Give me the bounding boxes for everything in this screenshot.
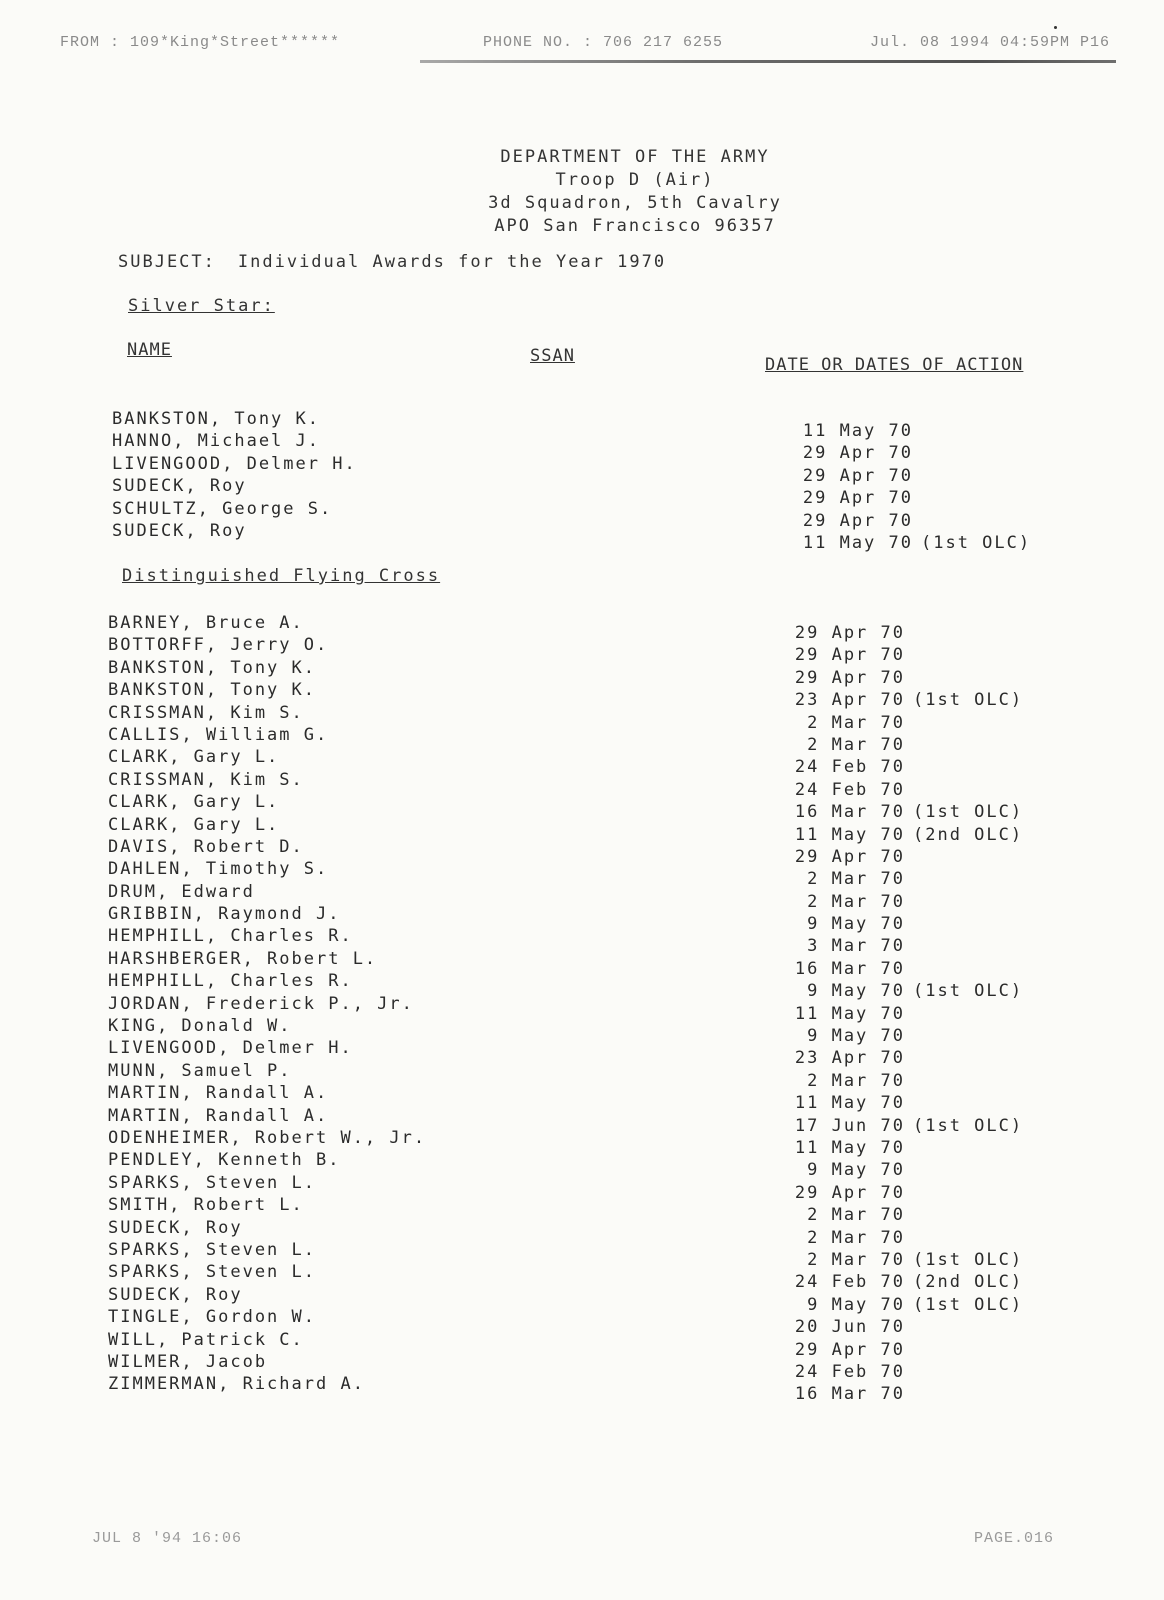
letterhead-line-3: 3d Squadron, 5th Cavalry [488, 193, 782, 213]
award-date-row [770, 1159, 905, 1181]
award-date: 9 May 70 [807, 1026, 905, 1047]
award-date-row [770, 667, 905, 689]
award-date-row [770, 1249, 1024, 1271]
award-date: 3 Mar 70 [807, 936, 905, 957]
award-date: 29 Apr 70 [794, 623, 905, 643]
award-date: 29 Apr 70 [794, 1339, 905, 1360]
award-name: BANKSTON, Tony K. [108, 680, 316, 701]
award-date: 2 Mar 70 [807, 1205, 905, 1226]
award-name: CLARK, Gary L. [108, 792, 280, 813]
award-date-row [778, 442, 913, 464]
award-date: 23 Apr 70 [794, 690, 905, 711]
award-date: 29 Apr 70 [794, 846, 905, 867]
award-date: 11 May 70 [802, 532, 913, 553]
award-date-row [770, 1271, 1024, 1293]
award-name: WILMER, Jacob [108, 1351, 268, 1372]
fax-header [60, 34, 1110, 56]
award-date-row [770, 958, 905, 980]
award-date: 24 Feb 70 [794, 1272, 905, 1293]
dfc-title: Distinguished Flying Cross [122, 566, 441, 586]
award-date-row [770, 1025, 905, 1047]
award-name: SMITH, Robert L. [108, 1195, 304, 1216]
dfc-dates [770, 622, 1024, 1406]
award-name: SUDECK, Roy [108, 1217, 243, 1238]
award-date-row [770, 980, 1024, 1002]
award-name: MARTIN, Randall A. [108, 1105, 329, 1126]
award-date: 29 Apr 70 [802, 488, 913, 509]
award-date: 29 Apr 70 [802, 510, 913, 531]
subject-text: Individual Awards for the Year 1970 [237, 252, 667, 272]
letterhead [400, 146, 870, 238]
award-name: BARNEY, Bruce A. [108, 613, 304, 633]
oak-leaf-cluster-note: (1st OLC) [913, 1249, 1024, 1270]
award-name: SUDECK, Roy [112, 520, 247, 541]
award-name: HEMPHILL, Charles R. [108, 971, 353, 992]
award-name: ODENHEIMER, Robert W., Jr. [108, 1127, 427, 1148]
award-date: 11 May 70 [794, 1137, 905, 1158]
award-date-row [770, 1227, 905, 1249]
award-name: SUDECK, Roy [108, 1284, 243, 1305]
fax-from: FROM : 109*King*Street****** [60, 34, 341, 51]
column-ssan-header: SSAN [530, 346, 575, 366]
award-date: 29 Apr 70 [794, 1182, 905, 1203]
letterhead-line-4: APO San Francisco 96357 [494, 216, 776, 236]
subject-line [118, 252, 666, 272]
award-date: 9 May 70 [807, 914, 905, 935]
silver-star-names [112, 408, 357, 542]
silver-star-title: Silver Star: [128, 296, 275, 316]
award-name: CRISSMAN, Kim S. [108, 769, 304, 790]
letterhead-line-1: DEPARTMENT OF THE ARMY [500, 147, 770, 167]
oak-leaf-cluster-note: (1st OLC) [913, 802, 1024, 823]
subject-label: SUBJECT: [118, 252, 216, 272]
award-date-row [770, 891, 905, 913]
fax-footer-page: PAGE.016 [973, 1530, 1054, 1547]
award-name: LIVENGOOD, Delmer H. [108, 1038, 353, 1059]
award-date-row [778, 532, 1032, 554]
award-date-row [770, 712, 905, 734]
award-name: SUDECK, Roy [112, 476, 247, 497]
award-date: 9 May 70 [807, 1160, 905, 1181]
award-name: PENDLEY, Kenneth B. [108, 1150, 341, 1171]
oak-leaf-cluster-note: (1st OLC) [913, 981, 1024, 1002]
award-date: 24 Feb 70 [794, 1361, 905, 1382]
award-date-row [778, 465, 913, 487]
award-date: 2 Mar 70 [807, 1070, 905, 1091]
fax-datetime: Jul. 08 1994 04:59PM P16 [869, 34, 1110, 51]
award-date: 16 Mar 70 [794, 802, 905, 823]
oak-leaf-cluster-note: (1st OLC) [913, 690, 1024, 711]
award-name: MARTIN, Randall A. [108, 1083, 329, 1104]
oak-leaf-cluster-note: (2nd OLC) [913, 1272, 1024, 1293]
column-date-header: DATE OR DATES OF ACTION [765, 355, 1024, 375]
award-name: HARSHBERGER, Robert L. [108, 948, 378, 969]
award-date-row [770, 1383, 905, 1405]
award-name: KING, Donald W. [108, 1016, 292, 1037]
award-name: HANNO, Michael J. [112, 431, 320, 452]
award-date-row [778, 420, 913, 442]
award-name: TINGLE, Gordon W. [108, 1307, 316, 1328]
column-name-header: NAME [127, 340, 172, 360]
award-name: SPARKS, Steven L. [108, 1239, 316, 1260]
award-date: 2 Mar 70 [807, 1249, 905, 1270]
award-date-row [770, 1294, 1024, 1316]
award-date: 29 Apr 70 [802, 465, 913, 486]
award-date-row [770, 1092, 905, 1114]
award-name: SCHULTZ, George S. [112, 498, 333, 519]
award-date: 24 Feb 70 [794, 779, 905, 800]
award-name: BANKSTON, Tony K. [112, 409, 320, 429]
oak-leaf-cluster-note: (1st OLC) [913, 1294, 1024, 1315]
award-date-row [770, 801, 1024, 823]
award-date-row [770, 1182, 905, 1204]
award-date-row [778, 487, 913, 509]
award-date: 17 Jun 70 [794, 1115, 905, 1136]
award-date-row [770, 689, 1024, 711]
award-name: SPARKS, Steven L. [108, 1262, 316, 1283]
oak-leaf-cluster-note: (1st OLC) [921, 532, 1032, 553]
award-date: 9 May 70 [807, 981, 905, 1002]
award-date: 11 May 70 [794, 1003, 905, 1024]
award-date: 2 Mar 70 [807, 891, 905, 912]
award-date: 2 Mar 70 [807, 1227, 905, 1248]
award-date-row [770, 1047, 905, 1069]
award-date: 29 Apr 70 [802, 443, 913, 464]
award-date: 24 Feb 70 [794, 757, 905, 778]
award-date-row [770, 1137, 905, 1159]
award-date-row [770, 1204, 905, 1226]
oak-leaf-cluster-note: (1st OLC) [913, 1115, 1024, 1136]
award-date-row [770, 913, 905, 935]
award-date: 2 Mar 70 [807, 734, 905, 755]
dfc-names [108, 612, 426, 1396]
oak-leaf-cluster-note: (2nd OLC) [913, 824, 1024, 845]
award-date-row [770, 846, 905, 868]
award-date-row [778, 510, 913, 532]
award-date-row [770, 935, 905, 957]
award-name: DAHLEN, Timothy S. [108, 859, 329, 880]
award-date: 9 May 70 [807, 1294, 905, 1315]
award-name: SPARKS, Steven L. [108, 1172, 316, 1193]
award-name: DRUM, Edward [108, 881, 255, 902]
fax-phone: PHONE NO. : 706 217 6255 [483, 34, 724, 51]
award-date-row [770, 824, 1024, 846]
award-date: 20 Jun 70 [794, 1317, 905, 1338]
award-date-row [770, 644, 905, 666]
award-name: LIVENGOOD, Delmer H. [112, 453, 357, 474]
award-name: CRISSMAN, Kim S. [108, 702, 304, 723]
award-date: 29 Apr 70 [794, 667, 905, 688]
award-name: ZIMMERMAN, Richard A. [108, 1374, 365, 1395]
award-name: MUNN, Samuel P. [108, 1060, 292, 1081]
award-name: HEMPHILL, Charles R. [108, 926, 353, 947]
award-date-row [770, 868, 905, 890]
award-date: 2 Mar 70 [807, 712, 905, 733]
award-date: 2 Mar 70 [807, 869, 905, 890]
award-name: DAVIS, Robert D. [108, 836, 304, 857]
award-name: WILL, Patrick C. [108, 1329, 304, 1350]
fax-footer-datetime: JUL 8 '94 16:06 [92, 1530, 243, 1547]
award-date-row [770, 734, 905, 756]
letterhead-line-2: Troop D (Air) [555, 170, 715, 190]
silver-star-dates [778, 420, 1032, 554]
award-name: GRIBBIN, Raymond J. [108, 904, 341, 925]
award-name: BOTTORFF, Jerry O. [108, 635, 329, 656]
award-date: 16 Mar 70 [794, 958, 905, 979]
award-name: JORDAN, Frederick P., Jr. [108, 993, 414, 1014]
award-date-row [770, 779, 905, 801]
award-date-row [770, 622, 905, 644]
award-date-row [770, 756, 905, 778]
fax-rule-divider [420, 60, 1116, 63]
award-date-row [770, 1003, 905, 1025]
award-date-row [770, 1070, 905, 1092]
award-date: 16 Mar 70 [794, 1384, 905, 1405]
award-date-row [770, 1361, 905, 1383]
award-date: 11 May 70 [794, 1093, 905, 1114]
award-date-row [770, 1115, 1024, 1137]
award-name: CLARK, Gary L. [108, 747, 280, 768]
award-date: 23 Apr 70 [794, 1048, 905, 1069]
award-date-row [770, 1316, 905, 1338]
award-name: CALLIS, William G. [108, 724, 329, 745]
award-name: CLARK, Gary L. [108, 814, 280, 835]
award-name: BANKSTON, Tony K. [108, 657, 316, 678]
speck [1054, 26, 1057, 29]
award-date: 29 Apr 70 [794, 645, 905, 666]
award-date-row [770, 1339, 905, 1361]
award-date: 11 May 70 [802, 421, 913, 441]
award-date: 11 May 70 [794, 824, 905, 845]
